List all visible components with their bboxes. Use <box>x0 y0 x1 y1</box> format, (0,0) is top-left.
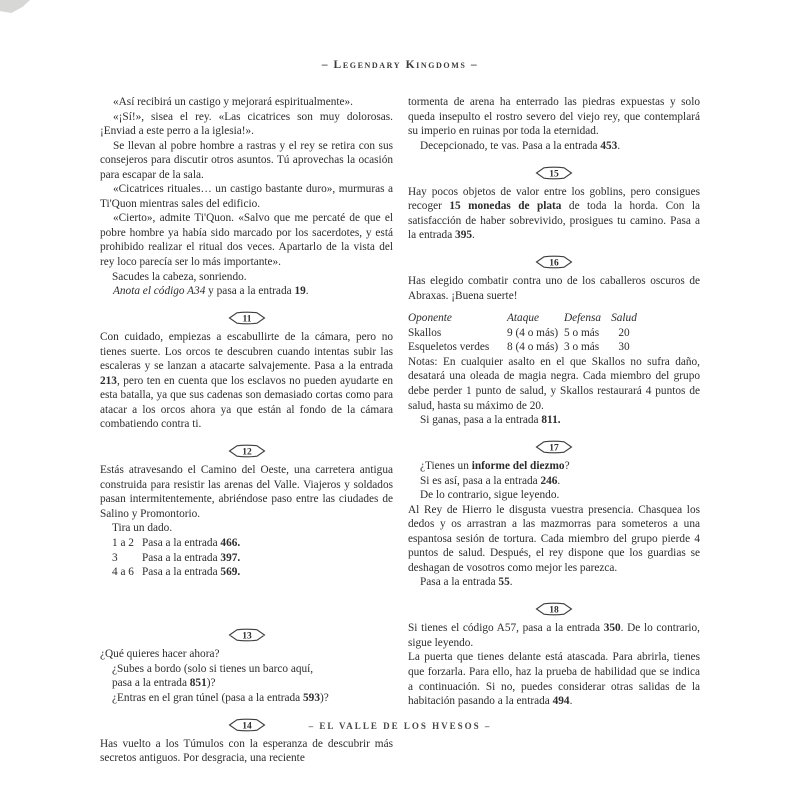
paragraph <box>100 139 393 183</box>
text-segment: . <box>569 695 573 708</box>
text-segment: . <box>305 285 309 298</box>
text-segment: ¿Entras en el gran túnel (pasa a la entrada <box>112 691 304 704</box>
section-badge <box>408 602 700 616</box>
text-segment: . <box>557 474 561 487</box>
table-cell: Esqueletos verdes <box>408 341 490 354</box>
text-segment: y pasa a la entrada <box>205 285 295 298</box>
text-segment: Pasa a la entrada <box>142 537 221 550</box>
page-footer: – EL VALLE DE LOS HVESOS – <box>308 721 492 731</box>
text-segment: Notas: En cualquier asalto en el que Skallos no sufra daño, desatará una oleada de magia negra. Cada miembro del grupo debe perder 1 punto de salud, y Skallos restaurará 4 puntos de salud, hasta su máximo de 20. <box>408 355 700 412</box>
section-number: 11 <box>242 314 251 325</box>
scan-artifact <box>0 0 30 13</box>
paragraph <box>100 463 393 521</box>
section-badge <box>408 440 700 454</box>
section-number: 18 <box>549 605 559 616</box>
paragraph <box>408 274 700 303</box>
text-segment: La puerta que tienes delante está atascada. Para abrirla, tienes que forzarla. Para ello, haz la prueba de habilidad que se indica a continuación. Si no, puedes considerar otras salidas de la habitación pasando a la entrada <box>408 651 700 708</box>
text-line <box>408 459 700 474</box>
text-segment: Con cuidado, empiezas a escabullirte de la cámara, pero no tienes suerte. Los orcos te descubren cuando intentas subir las escaleras y se lanzan a atacarte salvajemente. Pasa a la entrada <box>100 331 393 373</box>
text-segment: Decepcionado, te vas. Pasa a la entrada <box>420 139 601 152</box>
entry-number: 15 monedas de plata <box>449 200 562 213</box>
column-header: Defensa <box>564 312 602 325</box>
text-segment: )? <box>319 691 329 704</box>
combat-table <box>408 311 700 355</box>
text-segment: Si ganas, pasa a la entrada <box>420 414 542 427</box>
section-badge <box>100 444 393 458</box>
text-segment: Hay pocos objetos de valor entre los goblins, pero consigues recoger <box>408 185 700 213</box>
entry-number: 851 <box>189 677 207 690</box>
right-column <box>408 95 700 709</box>
text-line <box>100 691 393 706</box>
text-segment: Anota el código A34 <box>113 285 206 298</box>
column-header: Ataque <box>507 312 539 325</box>
table-cell: 3 o más <box>564 341 600 354</box>
section-number: 16 <box>549 258 559 269</box>
text-line <box>100 647 393 662</box>
text-segment: Pasa a la entrada <box>142 551 221 564</box>
paragraph <box>408 185 700 243</box>
paragraph <box>408 355 700 413</box>
dice-choice-row <box>100 565 393 580</box>
paragraph <box>100 330 393 432</box>
text-segment: Pasa a la entrada <box>420 576 499 589</box>
section-cartouche-icon <box>535 166 573 180</box>
text-line <box>408 488 700 503</box>
text-segment: De lo contrario, sigue leyendo. <box>420 489 560 502</box>
paragraph <box>408 503 700 576</box>
entry-number: 19 <box>294 285 306 298</box>
text-segment: Al Rey de Hierro le disgusta vuestra presencia. Chasquea los dedos y os arrastran a las mazmorras para someteros a una espantosa sesión de tortura. Cada miembro del grupo pierde 4 puntos de salud. Después, el rey dispone que los guardias se deshagan de vosotros como mejor les parezca. <box>408 503 700 574</box>
text-line <box>408 575 700 590</box>
text-segment: . <box>617 139 621 152</box>
text-segment: )? <box>206 677 216 690</box>
table-cell: 8 (4 o más) <box>507 341 559 354</box>
text-segment: Si tienes el código A57, pasa a la entrada <box>408 622 604 635</box>
entry-number: 350 <box>603 622 621 635</box>
text-segment: Se llevan al pobre hombre a rastras y el rey se retira con sus consejeros para discutir otros asuntos. Tú aprovechas la ocasión para escapar de la sala. <box>100 139 393 181</box>
section-badge <box>408 165 700 179</box>
section-badge <box>100 628 393 642</box>
paragraph <box>100 95 393 110</box>
table-cell: 9 (4 o más) <box>507 326 559 339</box>
text-line <box>100 676 393 691</box>
table-cell: 30 <box>618 341 630 354</box>
text-segment: , pero ten en cuenta que los esclavos no pueden ayudarte en esta batalla, ya que sus cadenas son demasiado cortas como para atacar a los orcos ahora ya que están al fondo de la cámara combatiendo contra ti. <box>100 374 393 431</box>
page-header: – Legendary Kingdoms – <box>321 59 479 71</box>
text-segment: «Así recibirá un castigo y mejorará espiritualmente». <box>113 96 353 108</box>
section-number: 17 <box>549 443 559 454</box>
entry-number: 494 <box>552 695 570 708</box>
text-segment: . <box>509 576 513 589</box>
text-segment: Sacudes la cabeza, sonriendo. <box>112 270 247 283</box>
section-cartouche-icon <box>535 255 573 269</box>
table-row <box>408 340 700 355</box>
text-segment: Pasa a la entrada <box>142 566 221 579</box>
text-segment: ¿Tienes un <box>420 460 472 473</box>
paragraph <box>408 650 700 708</box>
entry-number: 593 <box>303 691 320 704</box>
section-number: 12 <box>241 447 252 458</box>
column-header: Salud <box>611 312 637 325</box>
dice-range: 4 a 6 <box>112 566 134 579</box>
column-header: Oponente <box>408 312 452 325</box>
section-cartouche-icon <box>228 311 266 325</box>
dice-range: 1 a 2 <box>112 537 134 550</box>
section-number: 14 <box>241 721 252 732</box>
table-cell: Skallos <box>408 326 442 339</box>
section-cartouche-icon <box>535 440 573 454</box>
entry-number: 213 <box>100 374 117 387</box>
entry-number: 395 <box>455 229 472 242</box>
section-number: 15 <box>549 168 559 179</box>
entry-number: 397. <box>220 551 241 564</box>
table-row <box>408 326 700 341</box>
text-segment: ? <box>564 460 570 473</box>
paragraph <box>100 182 393 211</box>
entry-number: 55 <box>498 576 510 589</box>
paragraph <box>408 95 700 139</box>
entry-number: informe del diezmo <box>471 460 565 473</box>
text-line <box>408 413 700 428</box>
text-line <box>408 474 700 489</box>
text-segment: . De lo contrario, sigue leyendo. <box>408 622 700 649</box>
left-column <box>100 95 393 766</box>
text-line <box>100 270 393 285</box>
text-segment: tormenta de arena ha enterrado las piedras expuestas y solo queda insepulto el rostro severo del viejo rey, que contemplará su imperio en ruinas por toda la eternidad. <box>408 96 700 138</box>
entry-number: 569. <box>220 566 241 579</box>
paragraph <box>100 211 393 269</box>
entry-number: 811. <box>541 414 561 427</box>
table-cell: 5 o más <box>564 326 600 339</box>
section-badge <box>100 311 393 325</box>
dice-choice-row <box>100 551 393 566</box>
section-number: 13 <box>241 631 252 642</box>
paragraph <box>408 621 700 650</box>
text-segment: Has elegido combatir contra uno de los caballeros oscuros de Abraxas. ¡Buena suerte! <box>408 275 700 302</box>
text-segment: «Cierto», admite Ti'Quon. «Salvo que me percaté de que el pobre hombre ya había sido marcado por los sacerdotes, y está prohibido realizar el ritual dos veces. Apartarlo de la vista del rey loco parecía ser lo más importante». <box>100 212 393 269</box>
text-segment: ¿Subes a bordo (solo si tienes un barco aquí, <box>112 662 314 675</box>
paragraph <box>100 737 393 766</box>
text-line <box>100 662 393 677</box>
text-segment: «Cicatrices rituales… un castigo bastante duro», murmuras a Ti'Quon mientras sales del edificio. <box>100 183 393 210</box>
text-segment: «¡Sí!», sisea el rey. «Las cicatrices son muy dolorosas. ¡Enviad a este perro a la iglesia!». <box>100 110 393 138</box>
table-cell: 20 <box>618 326 630 339</box>
text-segment: de toda la horda. Con la satisfacción de haber sobrevivido, prosigues tu camino. Pasa a la entrada <box>408 200 701 242</box>
text-line <box>408 139 700 154</box>
section-cartouche-icon <box>228 444 266 458</box>
text-segment: Tira un dado. <box>112 522 173 535</box>
text-segment: Si es así, pasa a la entrada <box>420 474 541 487</box>
paragraph <box>100 110 393 139</box>
section-cartouche-icon <box>228 628 266 642</box>
section-badge <box>408 255 700 269</box>
dice-choice-row <box>100 536 393 551</box>
text-segment: . <box>472 229 475 242</box>
text-segment: Estás atravesando el Camino del Oeste, una carretera antigua construida para resistir las arenas del Valle. Viajeros y soldados pasan intermitentemente, abriéndose paso entre las ciudades de Salino y Promontorio. <box>100 464 393 520</box>
dice-range: 3 <box>112 551 118 564</box>
text-segment: pasa a la entrada <box>112 677 190 690</box>
text-segment: ¿Qué quieres hacer ahora? <box>100 648 220 661</box>
paragraph <box>100 284 393 299</box>
entry-number: 246 <box>540 474 558 487</box>
entry-number: 466. <box>220 537 241 550</box>
entry-number: 453 <box>600 139 618 152</box>
table-header-row <box>408 311 700 326</box>
text-line <box>100 521 393 536</box>
text-segment: Has vuelto a los Túmulos con la esperanza de descubrir más secretos antiguos. Por desgracia, una reciente <box>100 737 393 765</box>
section-cartouche-icon <box>535 602 573 616</box>
